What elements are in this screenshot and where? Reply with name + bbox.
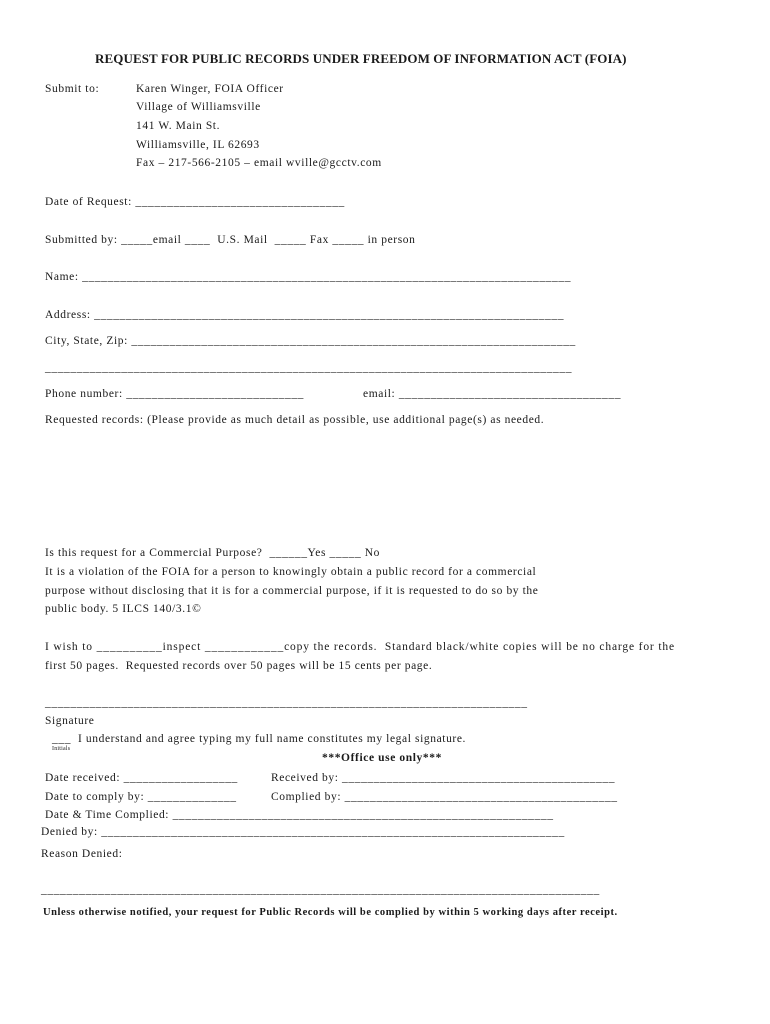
date-received-field[interactable]: Date received: __________________ <box>45 772 238 784</box>
commercial-notice-line-1: It is a violation of the FOIA for a person to knowingly obtain a public record for a commercial <box>45 566 537 578</box>
initials-line[interactable]: ___ <box>52 733 72 745</box>
phone-number-field[interactable]: Phone number: ____________________________ <box>45 388 305 400</box>
commercial-notice-line-2: purpose without disclosing that it is for a commercial purpose, if it is requested to do so by the <box>45 585 539 597</box>
submit-to-line-3: 141 W. Main St. <box>136 120 221 132</box>
signature-line[interactable]: ____________________________________________________________________________ <box>45 697 528 709</box>
submit-to-line-5: Fax – 217-566-2105 – email wville@gcctv.com <box>136 157 382 169</box>
reason-denied-line[interactable]: ________________________________________________________________________________________ <box>41 884 600 896</box>
date-of-request-field[interactable]: Date of Request: _________________________________ <box>45 196 345 208</box>
extra-address-line[interactable]: ___________________________________________________________________________________ <box>45 362 573 374</box>
name-field[interactable]: Name: _____________________________________________________________________________ <box>45 271 572 283</box>
office-use-heading: ***Office use only*** <box>322 752 442 764</box>
complied-by-field[interactable]: Complied by: ___________________________________________ <box>271 791 618 803</box>
submit-to-line-1: Karen Winger, FOIA Officer <box>136 83 284 95</box>
submit-to-label: Submit to: <box>45 83 100 95</box>
commercial-purpose-question[interactable]: Is this request for a Commercial Purpose? ______Yes _____ No <box>45 547 381 559</box>
date-to-comply-field[interactable]: Date to comply by: ______________ <box>45 791 237 803</box>
date-time-complied-field[interactable]: Date & Time Complied: ____________________________________________________________ <box>45 809 554 821</box>
initials-label: Initials <box>52 746 71 752</box>
received-by-field[interactable]: Received by: ___________________________________________ <box>271 772 616 784</box>
submit-to-line-2: Village of Williamsville <box>136 101 261 113</box>
reason-denied-label: Reason Denied: <box>41 848 123 860</box>
form-title: REQUEST FOR PUBLIC RECORDS UNDER FREEDOM OF INFORMATION ACT (FOIA) <box>95 51 627 66</box>
address-field[interactable]: Address: __________________________________________________________________________ <box>45 309 565 321</box>
copy-charge-notice: first 50 pages. Requested records over 50 pages will be 15 cents per page. <box>45 660 433 672</box>
agreement-statement: I understand and agree typing my full name constitutes my legal signature. <box>78 733 467 745</box>
commercial-notice-line-3: public body. 5 ILCS 140/3.1© <box>45 603 202 615</box>
denied-by-field[interactable]: Denied by: _________________________________________________________________________ <box>41 826 565 838</box>
response-time-notice: Unless otherwise notified, your request for Public Records will be complied by within 5 working days after receipt. <box>43 907 618 918</box>
submit-to-line-4: Williamsville, IL 62693 <box>136 139 260 151</box>
signature-label: Signature <box>45 715 95 727</box>
submitted-by-field[interactable]: Submitted by: _____email ____ U.S. Mail _____ Fax _____ in person <box>45 234 416 246</box>
inspect-copy-options[interactable]: I wish to __________inspect ____________copy the records. Standard black/white copies will be no charge for the <box>45 641 675 653</box>
city-state-zip-field[interactable]: City, State, Zip: ______________________________________________________________________ <box>45 335 576 347</box>
requested-records-label: Requested records: (Please provide as much detail as possible, use additional page(s) as needed. <box>45 414 545 426</box>
email-field[interactable]: email: ___________________________________ <box>363 388 622 400</box>
